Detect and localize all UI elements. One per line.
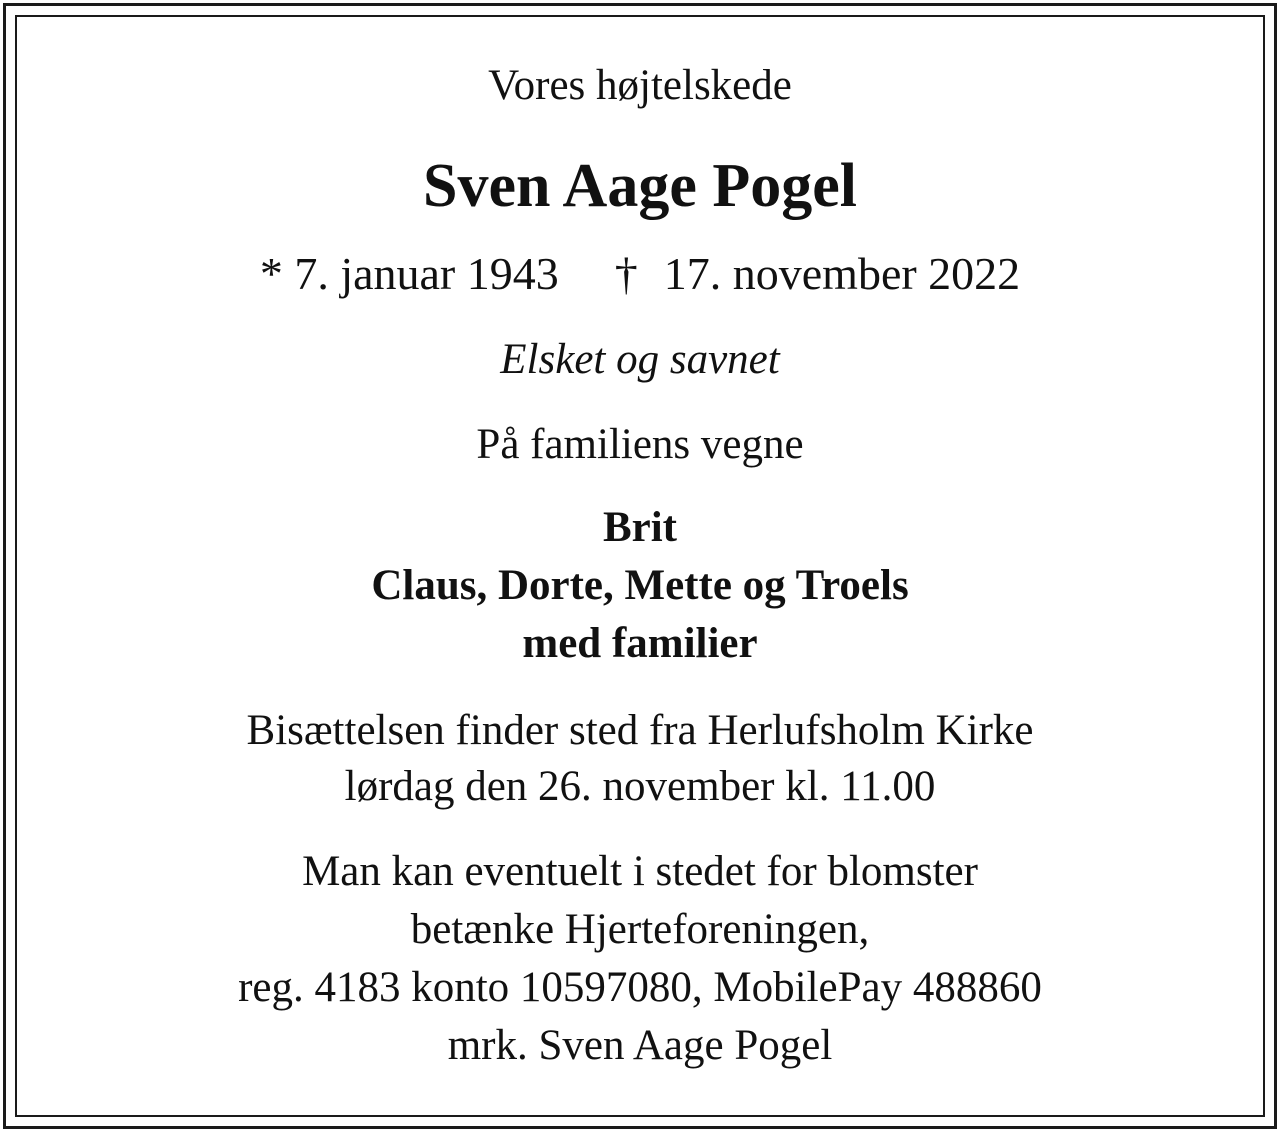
death-date: 17. november 2022 [663, 248, 1021, 299]
cross-icon: † [614, 248, 638, 299]
donation-line-4: mrk. Sven Aage Pogel [447, 1022, 833, 1069]
motto: Elsket og savnet [500, 336, 780, 383]
life-dates [0, 246, 1280, 302]
donation-line-1: Man kan eventuelt i stedet for blomster [302, 848, 978, 895]
birth-date: * 7. januar 1943 [259, 248, 559, 299]
on-behalf-text: På familiens vegne [476, 421, 804, 468]
intro-text: Vores højtelskede [488, 62, 792, 109]
family-line-3: med familier [522, 620, 758, 667]
deceased-name: Sven Aage Pogel [423, 152, 857, 220]
funeral-line-1: Bisættelsen finder sted fra Herlufsholm Kirke [246, 707, 1034, 754]
donation-line-2: betænke Hjerteforeningen, [410, 906, 870, 953]
family-line-2: Claus, Dorte, Mette og Troels [371, 562, 909, 609]
donation-line-3: reg. 4183 konto 10597080, MobilePay 488860 [238, 964, 1042, 1011]
family-line-1: Brit [602, 504, 678, 551]
funeral-line-2: lørdag den 26. november kl. 11.00 [344, 763, 936, 810]
